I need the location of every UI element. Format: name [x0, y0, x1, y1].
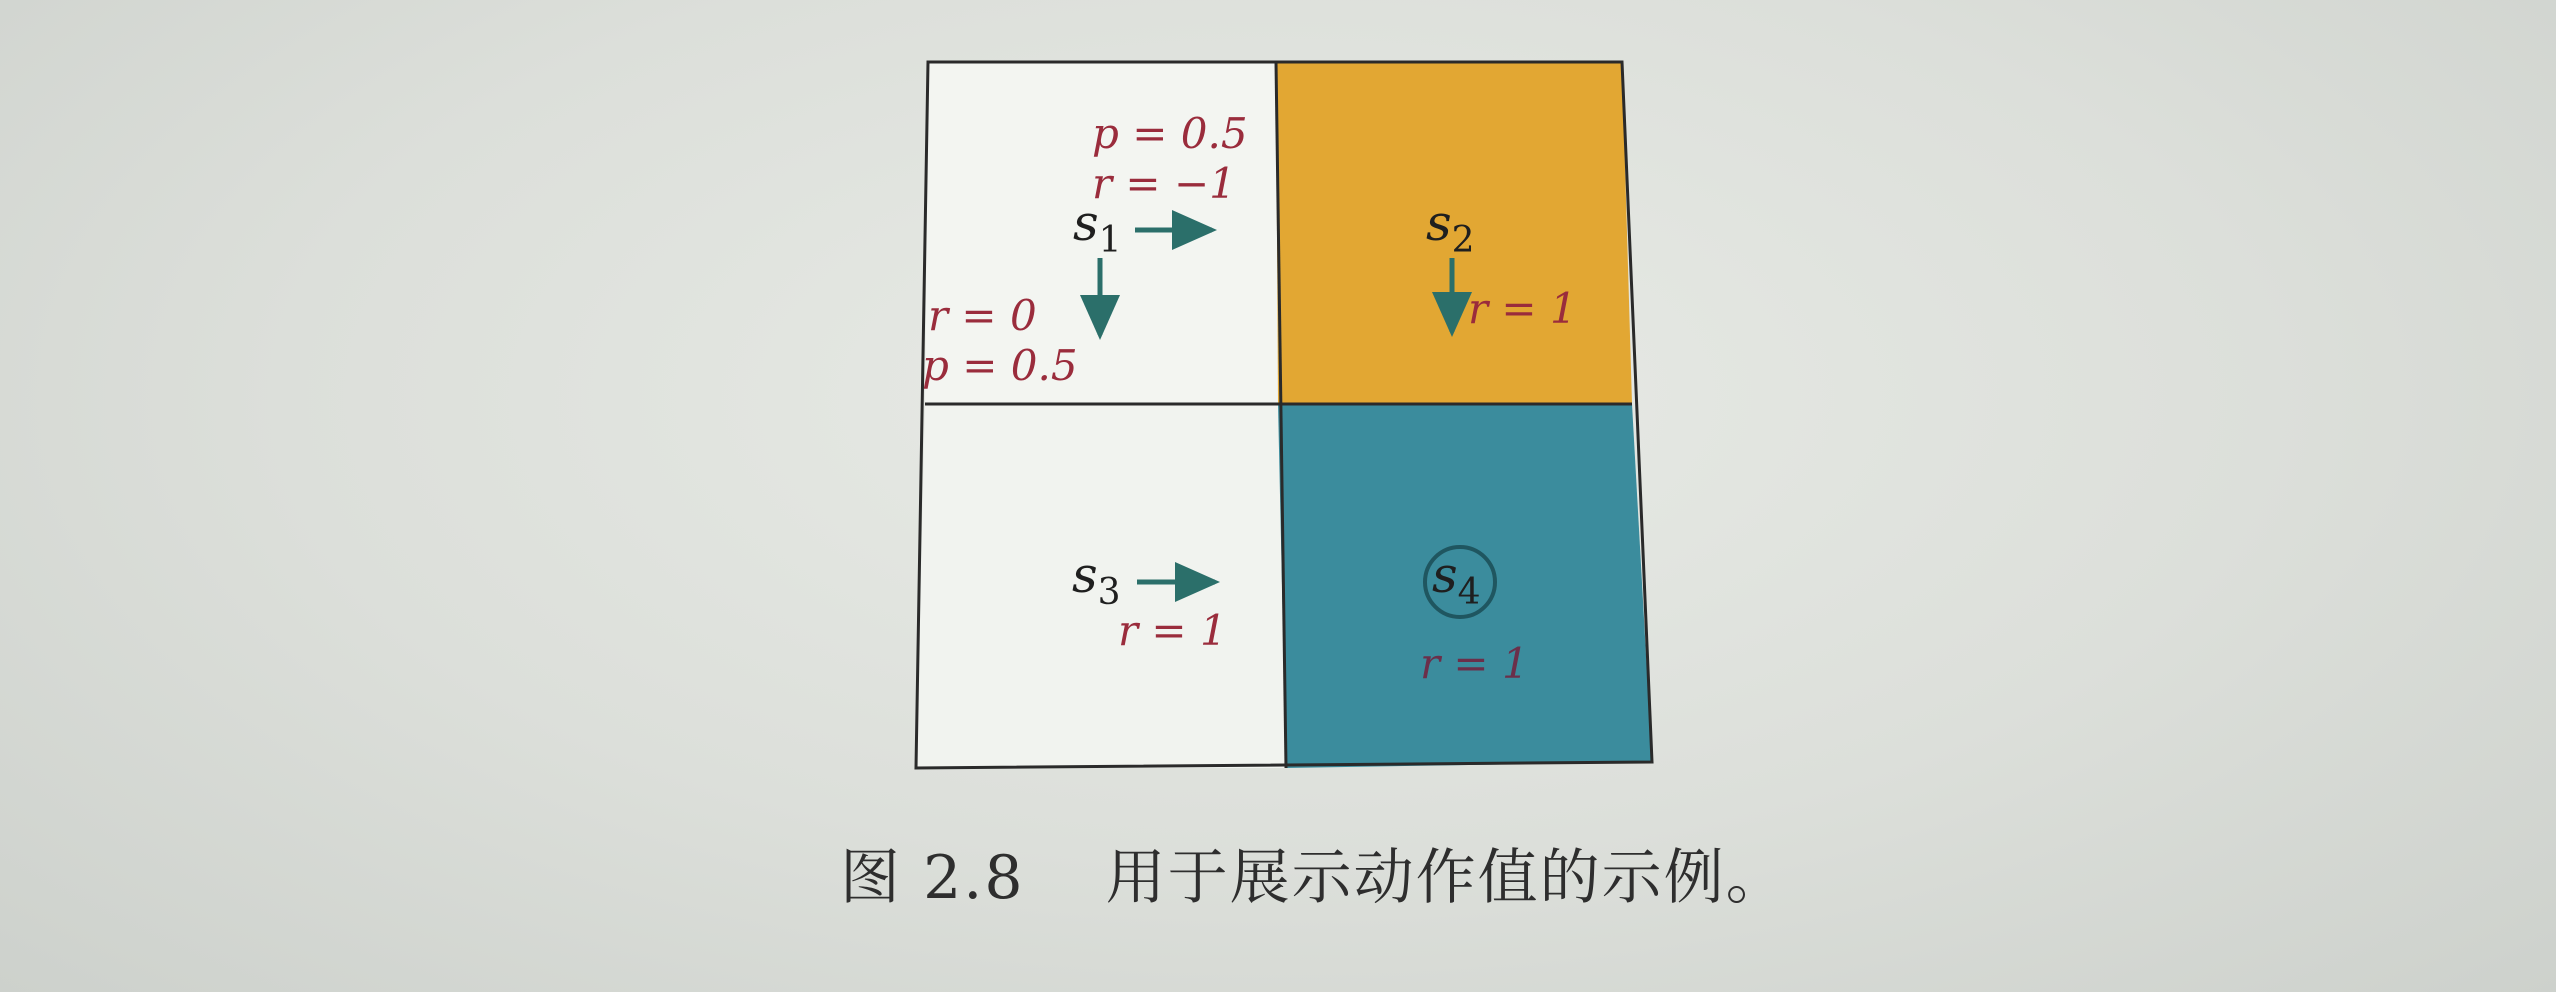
figure-number: 图 2.8: [840, 843, 1025, 913]
s1-right-reward: r = −1: [1092, 159, 1236, 208]
s1-right-probability: p = 0.5: [1092, 109, 1248, 158]
figure-caption-text: 用于展示动作值的示例。: [1105, 843, 1788, 913]
s1-down-probability: p = 0.5: [922, 341, 1078, 390]
s2-down-reward: r = 1: [1468, 284, 1577, 333]
state-label-s3: $s_3$: [1072, 546, 1121, 613]
state-label-s1: $s_1$: [1073, 194, 1122, 261]
s3-right-reward: r = 1: [1118, 606, 1227, 655]
state-label-s2: $s_2$: [1426, 194, 1475, 261]
s1-down-reward: r = 0: [928, 291, 1037, 340]
s4-reward: r = 1: [1420, 639, 1529, 688]
state-label-s4: $s_4$: [1432, 546, 1481, 613]
figure-caption: [840, 830, 1788, 916]
